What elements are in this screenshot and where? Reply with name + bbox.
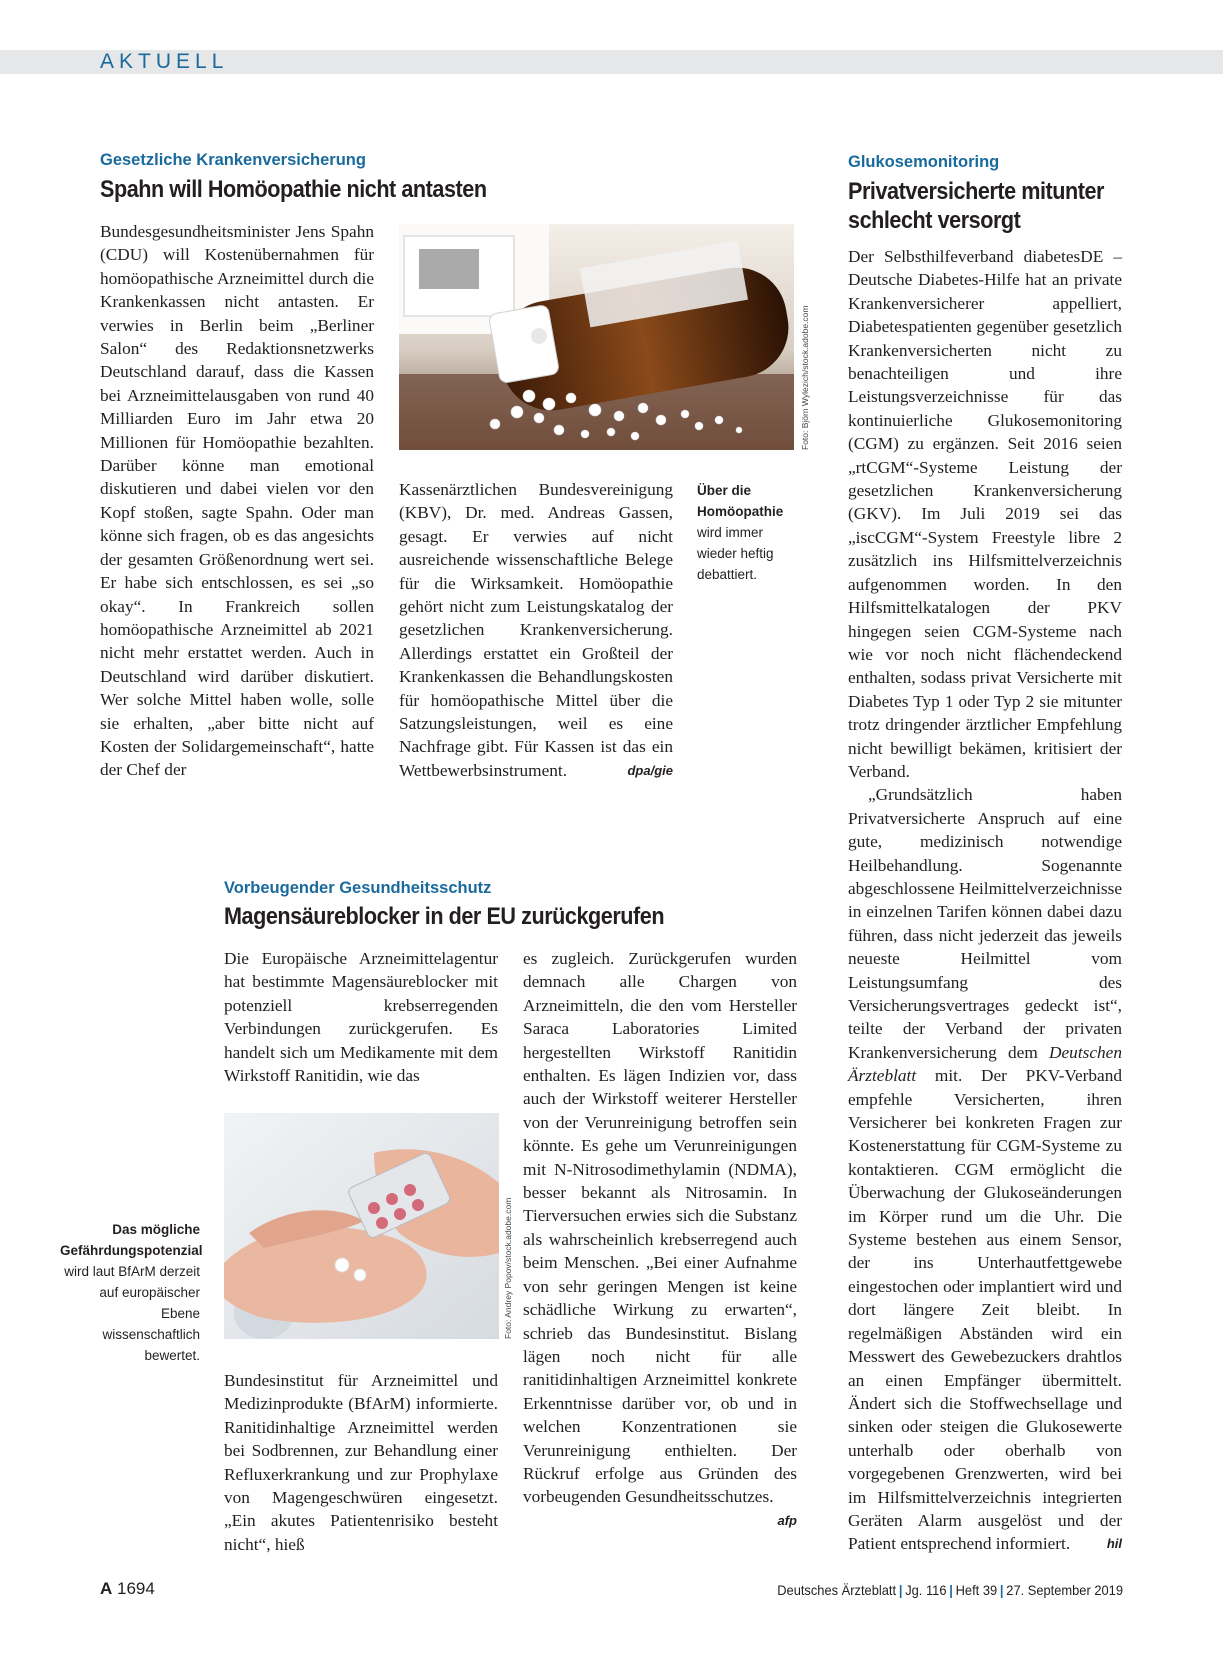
article2-column1-top [224,947,498,1087]
footer-volume: Jg. 116 [905,1582,947,1598]
article1-column1 [100,220,374,782]
article2-kicker: Vorbeugender Gesundheitsschutz [224,879,492,897]
article1-kicker: Gesetzliche Krankenversicherung [100,151,366,169]
article1-col2-text [399,478,673,782]
article2-column2 [523,947,797,1532]
article2-caption-rest: wird laut BfArM derzeit auf europäischer Ebene wissenschaftlich bewertet. [64,1264,200,1363]
footer-date: 27. September 2019 [1006,1582,1123,1598]
article3-para2 [848,783,1122,1555]
article3-title-line2: schlecht versorgt [848,207,1021,234]
article1-col1-text: Bundesgesundheitsminister Jens Spahn (CDU) will Kostenübernahmen für homöopathische Arzneimittel durch die Krankenkassen nicht antasten. Er verwies in Berlin beim „Berliner Salon“ des Redaktionsnetzwerks Deutschland darauf, dass die Kassen bei Arzneimittelausgaben von rund 40 Milliarden Euro im Jahr etwa 20 Millionen für Homöopathie bezahlten. Darüber könne man emotional diskutieren und dabei vielen vor den Kopf stoßen, sagte Spahn. Oder man könne sich fragen, ob es das angesichts der gesamten Größenordnung wert sei. Er habe sich entschlossen, es sei „so okay“. In Frankreich sollen homöopathische Arzneimittel ab 2021 nicht mehr erstattet werden. Auch in Deutschland wird darüber diskutiert. Wer solche Mittel haben wolle, solle sie erhalten, „aber bitte nicht auf Kosten der Solidargemeinschaft“, hatte der Chef der [100,222,374,780]
article2-col1-bottom-text: Bundesinstitut für Arzneimittel und Medizinprodukte (BfArM) informierte. Ranitidinhaltige Arzneimittel werden bei Sodbrennen, zur Behandlung einer Refluxerkrankung und zur Prophylaxe von Magengeschwüren eingesetzt. „Ein akutes Patientenrisiko besteht nicht“, hieß [224,1371,498,1554]
article1-column2 [399,478,673,782]
footer-issue: Heft 39 [955,1582,998,1598]
page-number [100,1578,155,1600]
article2-title: Magensäureblocker in der EU zurückgerufen [224,903,665,930]
article3-para2-a: „Grundsätzlich haben Privatversicherte Anspruch auf eine gute, medizinisch notwendige Heilbehandlung. Sogenannte abgeschlossene Heilmittelverzeichnisse in einzelnen Tarifen können dabei dazu führen, dass nicht jederzeit das jeweils neueste Heilmittel vom Leistungsumfang des Versicherungsvertrages gedeckt ist“, teilte der Verband der privaten Krankenversicherung dem [848,785,1123,1062]
article1-photo-credit: Foto: Björn Wylezich/stock.adobe.com [800,305,810,450]
article2-photo-credit: Foto: Andrey Popov/stock.adobe.com [503,1197,513,1339]
page-number-value: 1694 [117,1579,155,1598]
article1-title: Spahn will Homöopathie nicht antasten [100,176,487,203]
article3-title-line1: Privatversicherte mitunter [848,178,1105,205]
pills-photo [224,1113,499,1339]
homeopathy-photo [399,224,794,450]
page-prefix: A [100,1579,113,1598]
homeopathy-image [399,224,794,450]
article1-caption-bold: Über die Homöopathie [697,483,784,519]
article3-para1: Der Selbsthilfeverband diabetesDE – Deutsche Diabetes-Hilfe hat an private Krankenversicherer appelliert, Diabetespatienten gegenüber gesetzlich Krankenversicherten nicht zu benachteiligen und ihre Leistungsverzeichnisse für das kontinuierliche Glukosemonitoring (CGM) zu ergänzen. Seit 2016 seien „rtCGM“-Systeme Leistung der gesetzlichen Krankenversicherung (GKV). Im Juli 2019 sei das „iscCGM“-System Freestyle libre 2 zusätzlich ins Hilfsmittelverzeichnis aufgenommen worden. In den Hilfsmittelkatalogen der PKV hingegen seien CGM-Systeme nach wie vor noch nicht flächendeckend enthalten, sodass privat Versicherte mit Diabetes Typ 1 oder Typ 2 sie mitunter trotz dringender ärztlicher Empfehlung nicht bewilligt bekämen, kritisiert der Verband. [848,247,1122,781]
article2-caption-bold: Das mögliche Gefährdungspotenzial [60,1222,203,1258]
article1-col2-body: Kassenärztlichen Bundesvereinigung (KBV), Dr. med. Andreas Gassen, gesagt. Er verwies auf nicht ausreichende wissenschaftliche Belege für die Wirksamkeit. Homöopathie gehört nicht zum Leistungskatalog der gesetzlichen Krankenversicherung. Allerdings erstattet ein Großteil der Krankenkassen die Behandlungskosten für homöopathische Mittel über die Satzungsleistungen, weil es eine Nachfrage gibt. Für Kassen ist das ein Wettbewerbsinstrument. [399,480,673,780]
article3-kicker: Glukosemonitoring [848,153,1000,171]
article3-para2-b: mit. Der PKV-Verband empfehle Versicherten, ihren Versicherer bei konkreten Fragen zur Kostenerstattung für CGM-Systeme zu kontaktieren. CGM ermöglicht die Überwachung der Glukoseänderungen im Körper rund um die Uhr. Die Systeme bestehen aus einem Sensor, der ins Unterhautfettgewebe eingestochen oder implantiert wird und dort längere Zeit bleibt. In regelmäßigen Abständen wird ein Messwert des Gewebezuckers drahtlos an einen Empfänger übermittelt. Ändert sich die Stoffwechsellage und sinken oder steigen die Glukosewerte unterhalb oder oberhalb von vorgegebenen Grenzwerten, wird bei im Hilfsmittelverzeichnis integrierten Geräten Alarm ausgelöst und der Patient entsprechend informiert. [848,1066,1122,1554]
article2-signature: afp [777,1512,797,1528]
article1-signature: dpa/gie [627,762,673,778]
article2-column1-bottom [224,1369,498,1556]
article3-column [848,245,1122,1556]
article3-signature: hil [1106,1536,1122,1552]
footer-journal-info: Deutsches Ärzteblatt | Jg. 116 | Heft 39 | 27. September 2019 [777,1582,1123,1598]
article3-journal-italic: Deutschen Ärzteblatt [848,1042,1122,1086]
pills-hand-image [224,1113,499,1339]
article2-col2-body: es zugleich. Zurückgerufen wurden demnach alle Chargen von Arzneimitteln, die den vom Hersteller Saraca Laboratories Limited hergestellten Wirkstoff Ranitidin enthalten. Es lägen Indizien vor, dass auch der Wirkstoff weiterer Hersteller von der Verunreinigung betroffen sein könnte. Es gehe um Verunreinigungen mit N-Nitrosodimethylamin (NDMA), besser bekannt als Nitrosamin. In Tierversuchen erwies sich die Substanz als wahrscheinlich krebserregend auch beim Menschen. „Bei einer Aufnahme von sehr geringen Mengen ist keine schädliche Wirkung zu erwarten“, schrieb das Bundesinstitut. Bislang lägen noch nicht für alle ranitidinhaltigen Arzneimittel konkrete Erkenntnisse darüber vor, ob und in welchen Konzentrationen sie Verunreinigung enthielten. Der Rückruf erfolge aus Gründen des vorbeugenden Gesundheitsschutzes. [523,949,797,1507]
article1-caption [697,480,797,585]
article2-col1-top-text: Die Europäische Arzneimittelagentur hat bestimmte Magensäureblocker mit potenziell krebserregenden Verbindungen zurückgerufen. Es handelt sich um Medikamente mit dem Wirkstoff Ranitidin, wie das [224,949,498,1086]
article2-col2-text [523,947,797,1528]
article2-caption [60,1219,203,1366]
article1-caption-rest: wird immer wieder heftig debattiert. [697,525,774,582]
footer-journal: Deutsches Ärzteblatt [777,1582,897,1598]
section-label: AKTUELL [100,50,229,73]
